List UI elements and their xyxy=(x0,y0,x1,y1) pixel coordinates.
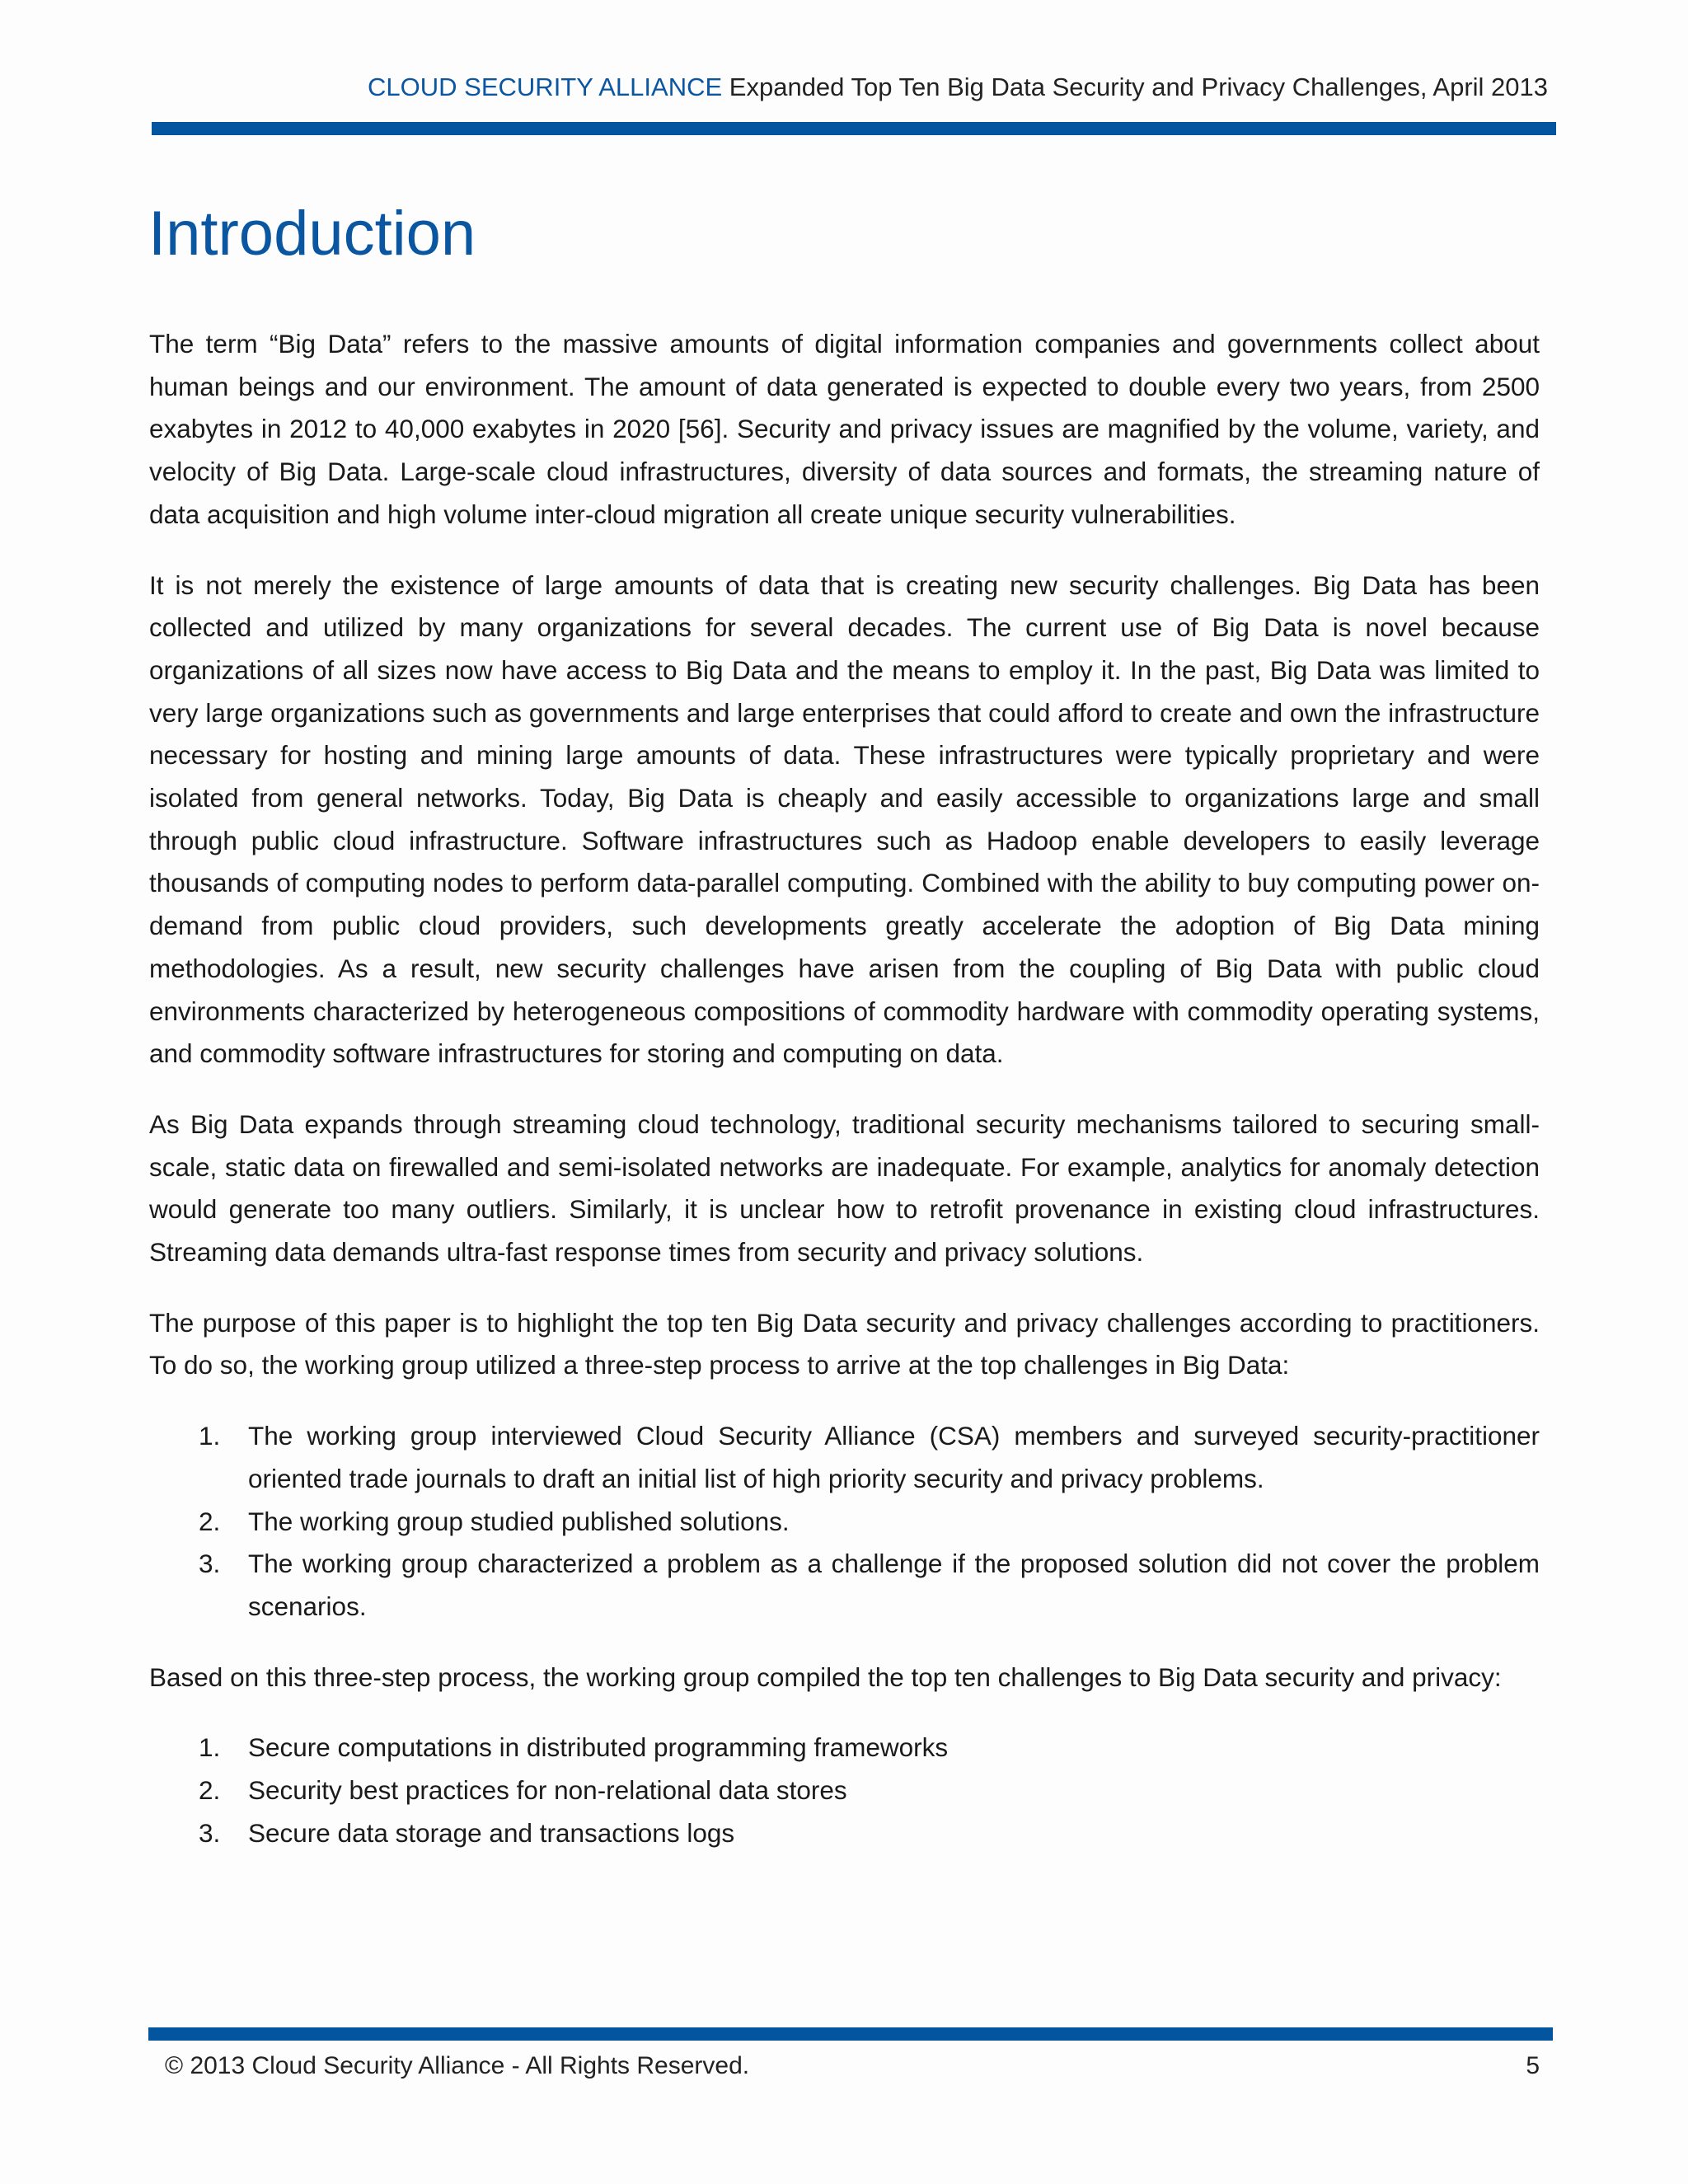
list-number: 1. xyxy=(199,1421,221,1451)
list-text: Security best practices for non-relational data stores xyxy=(248,1775,847,1806)
list-number: 2. xyxy=(199,1506,221,1536)
list-text: Secure data storage and transactions logs xyxy=(248,1817,735,1848)
list-text: The working group interviewed Cloud Security Alliance (CSA) members and surveyed security-practitioner oriented trade journals to draft an initial list of high priority security and privacy problems. xyxy=(248,1421,1540,1493)
list-item xyxy=(149,1501,1540,1544)
list-number: 2. xyxy=(199,1775,221,1806)
list-item xyxy=(149,1727,1540,1769)
list-number: 3. xyxy=(199,1817,221,1848)
footer-copyright: © 2013 Cloud Security Alliance - All Rights Reserved. xyxy=(165,2052,750,2079)
running-header xyxy=(368,73,1548,102)
body-content xyxy=(149,323,1540,1883)
process-steps-list xyxy=(149,1415,1540,1629)
paragraph: The term “Big Data” refers to the massive amounts of digital information companies and governments collect about human beings and our environment. The amount of data generated is expected to double every two years, from 2500 exabytes in 2012 to 40,000 exabytes in 2020 [56]. Security and privacy issues are magnified by the volume, variety, and velocity of Big Data. Large-scale cloud infrastructures, diversity of data sources and formats, the streaming nature of data acquisition and high volume inter-cloud migration all create unique security vulnerabilities. xyxy=(149,329,1540,529)
list-number: 3. xyxy=(199,1549,221,1579)
header-org: CLOUD SECURITY ALLIANCE xyxy=(368,73,723,101)
header-rule xyxy=(152,122,1556,135)
paragraph: The purpose of this paper is to highlight the top ten Big Data security and privacy challenges according to practitioners. To do so, the working group utilized a three-step process to arrive at the top challenges in Big Data: xyxy=(149,1307,1540,1380)
section-title: Introduction xyxy=(148,199,476,269)
list-item xyxy=(149,1812,1540,1855)
list-item xyxy=(149,1769,1540,1812)
footer-rule xyxy=(148,2027,1553,2041)
header-doc-title: Expanded Top Ten Big Data Security and Privacy Challenges, April 2013 xyxy=(729,73,1548,101)
paragraph: It is not merely the existence of large amounts of data that is creating new security challenges. Big Data has been collected and utilized by many organizations for several decades. The current use of Big Data is novel because organizations of all sizes now have access to Big Data and the means to employ it. In the past, Big Data was limited to very large organizations such as governments and large enterprises that could afford to create and own the infrastructure necessary for hosting and mining large amounts of data. These infrastructures were typically proprietary and were isolated from general networks. Today, Big Data is cheaply and easily accessible to organizations large and small through public cloud infrastructure. Software infrastructures such as Hadoop enable developers to easily leverage thousands of computing nodes to perform data-parallel computing. Combined with the ability to buy computing power on-demand from public cloud providers, such developments greatly accelerate the adoption of Big Data mining methodologies. As a result, new security challenges have arisen from the coupling of Big Data with public cloud environments characterized by heterogeneous compositions of commodity hardware with commodity operating systems, and commodity software infrastructures for storing and computing on data. xyxy=(149,569,1540,1069)
paragraph: As Big Data expands through streaming cloud technology, traditional security mechanisms tailored to securing small-scale, static data on firewalled and semi-isolated networks are inadequate. For example, analytics for anomaly detection would generate too many outliers. Similarly, it is unclear how to retrofit provenance in existing cloud infrastructures. Streaming data demands ultra-fast response times from security and privacy solutions. xyxy=(149,1108,1540,1268)
list-item xyxy=(149,1415,1540,1500)
list-item xyxy=(149,1543,1540,1628)
list-number: 1. xyxy=(199,1732,221,1763)
paragraph: Based on this three-step process, the working group compiled the top ten challenges to Big Data security and privacy: xyxy=(149,1661,1502,1692)
list-text: The working group characterized a problem as a challenge if the proposed solution did not cover the problem scenarios. xyxy=(248,1549,1540,1621)
list-text: Secure computations in distributed programming frameworks xyxy=(248,1732,949,1763)
page-number: 5 xyxy=(1526,2052,1540,2079)
list-text: The working group studied published solutions. xyxy=(248,1506,790,1536)
challenges-list xyxy=(149,1727,1540,1854)
